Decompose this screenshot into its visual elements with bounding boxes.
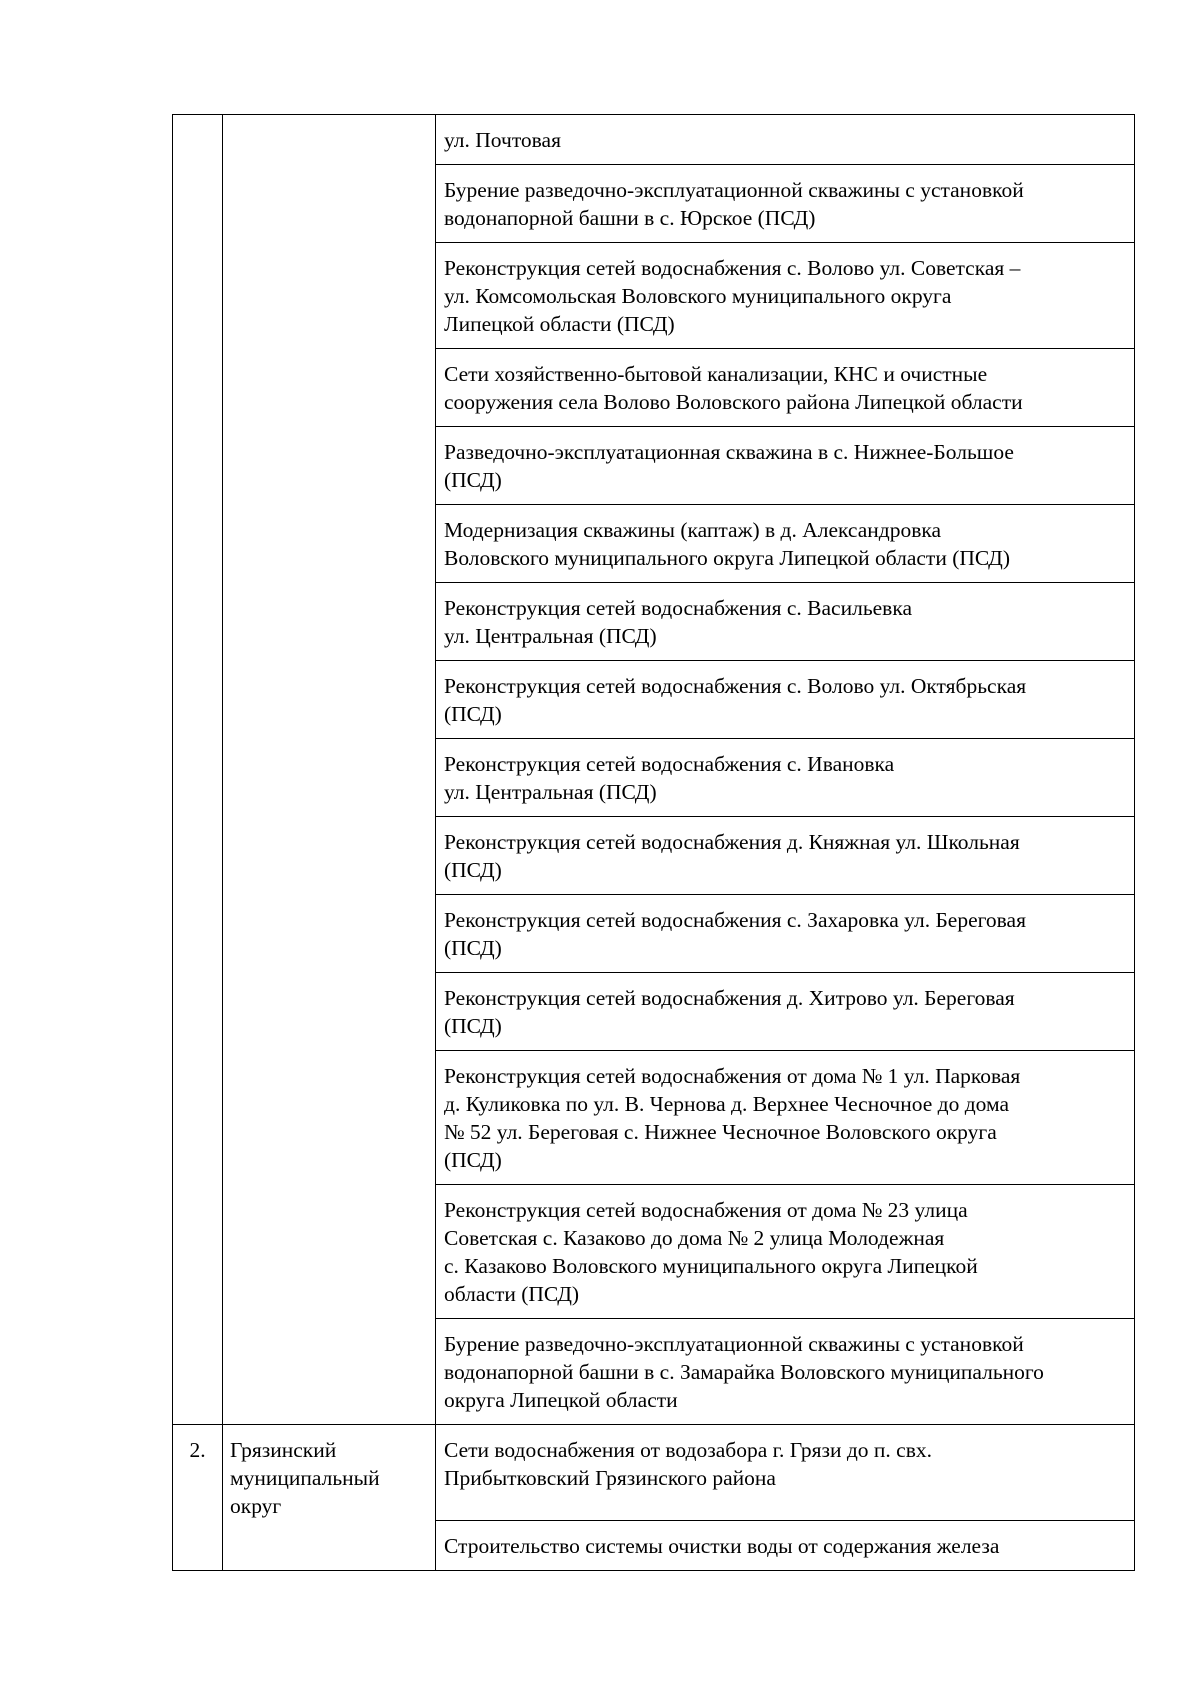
district-name: Грязинский муниципальный округ [230,1438,380,1518]
object-cell [436,427,1135,505]
row-number-cell [173,115,223,1425]
object-text: Реконструкция сетей водоснабжения с. Ивановка ул. Центральная (ПСД) [444,752,895,804]
table-row [173,1425,1135,1521]
object-cell [436,895,1135,973]
object-text: Реконструкция сетей водоснабжения от дома № 1 ул. Парковая д. Куликовка по ул. В. Чернова д. Верхнее Чесночное до дома № 52 ул. Береговая с. Нижнее Чесночное Воловского округа (ПСД) [444,1064,1021,1172]
object-text: Бурение разведочно-эксплуатационной скважины с установкой водонапорной башни в с. Замарайка Воловского муниципального округа Липецкой области [444,1332,1044,1412]
object-cell [436,165,1135,243]
object-cell [436,973,1135,1051]
object-cell [436,1319,1135,1425]
object-text: Реконструкция сетей водоснабжения д. Княжная ул. Школьная (ПСД) [444,830,1020,882]
object-cell [436,1521,1135,1571]
object-text: Реконструкция сетей водоснабжения с. Захаровка ул. Береговая (ПСД) [444,908,1026,960]
objects-table [172,114,1135,1571]
object-text: Реконструкция сетей водоснабжения с. Васильевка ул. Центральная (ПСД) [444,596,912,648]
object-text: Бурение разведочно-эксплуатационной скважины с установкой водонапорной башни в с. Юрское (ПСД) [444,178,1024,230]
object-cell [436,1425,1135,1521]
object-cell [436,583,1135,661]
district-cell [223,1425,436,1571]
object-text: Реконструкция сетей водоснабжения д. Хитрово ул. Береговая (ПСД) [444,986,1015,1038]
object-cell [436,739,1135,817]
object-cell [436,243,1135,349]
object-text: Строительство системы очистки воды от содержания железа [444,1534,1000,1558]
district-cell [223,115,436,1425]
object-text: Сети хозяйственно-бытовой канализации, КНС и очистные сооружения села Волово Воловского района Липецкой области [444,362,1023,414]
table-row [173,115,1135,165]
object-cell [436,505,1135,583]
object-cell [436,1185,1135,1319]
object-text: Реконструкция сетей водоснабжения от дома № 23 улица Советская с. Казаково до дома № 2 улица Молодежная с. Казаково Воловского муниципального округа Липецкой области (ПСД) [444,1198,978,1306]
object-cell [436,817,1135,895]
row-number [173,115,222,136]
object-text: Реконструкция сетей водоснабжения с. Волово ул. Советская – ул. Комсомольская Воловского муниципального округа Липецкой области (ПСД) [444,256,1021,336]
object-text: ул. Почтовая [444,128,561,152]
row-number-cell [173,1425,223,1571]
object-text: Разведочно-эксплуатационная скважина в с. Нижнее-Большое (ПСД) [444,440,1014,492]
object-cell [436,349,1135,427]
object-cell [436,1051,1135,1185]
object-text: Модернизация скважины (каптаж) в д. Александровка Воловского муниципального округа Липецкой области (ПСД) [444,518,1010,570]
object-text: Реконструкция сетей водоснабжения с. Волово ул. Октябрьская (ПСД) [444,674,1027,726]
object-cell [436,115,1135,165]
object-text: Сети водоснабжения от водозабора г. Грязи до п. свх. Прибытковский Грязинского района [444,1438,932,1490]
district-name [223,115,435,136]
row-number: 2. [189,1438,206,1462]
object-cell [436,661,1135,739]
